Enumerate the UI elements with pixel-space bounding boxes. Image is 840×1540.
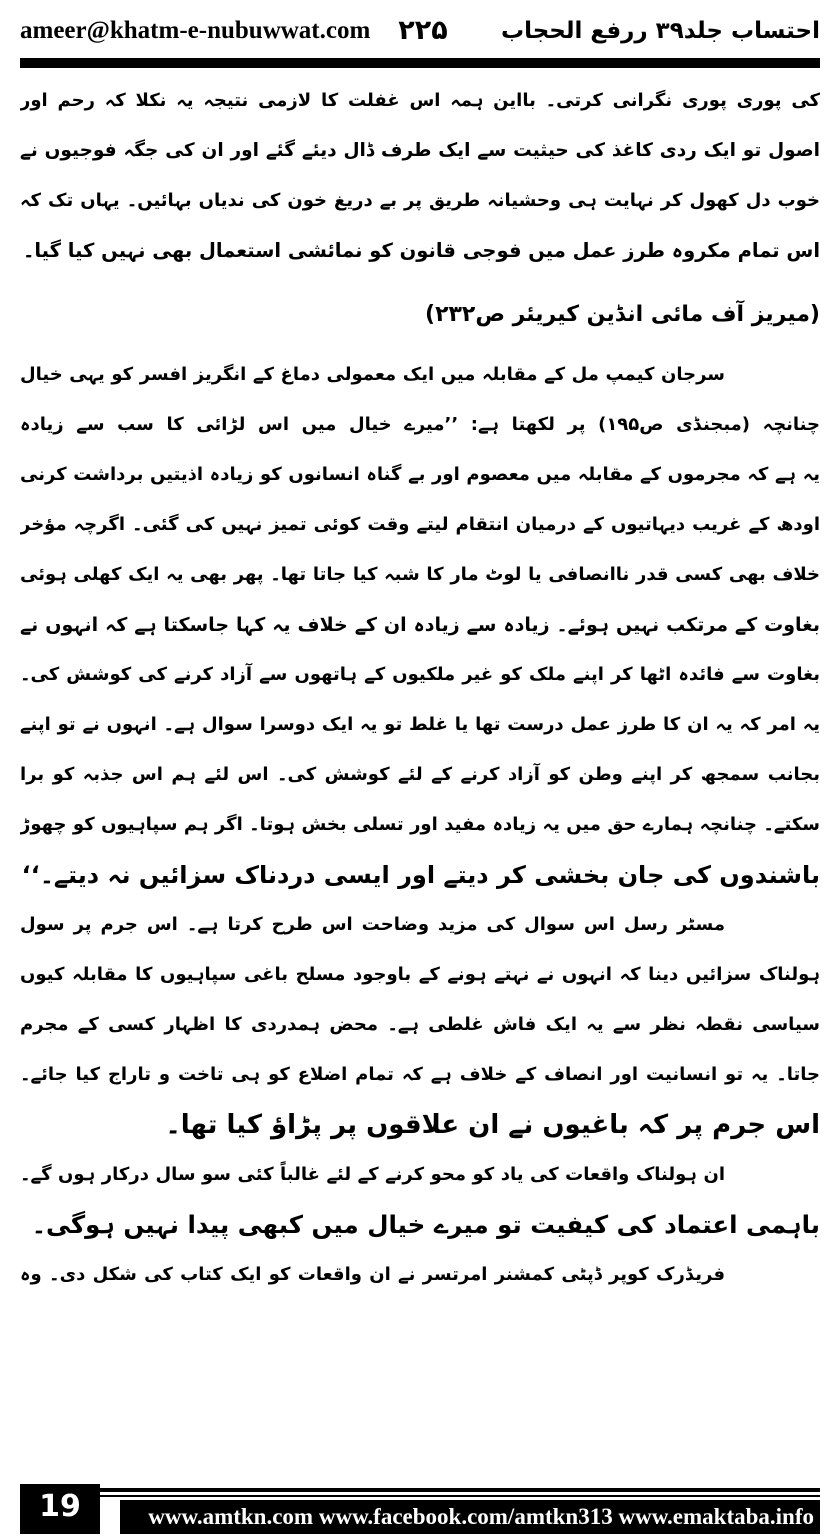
text-line: ان ہولناک واقعات کی یاد کو محو کرنے کے لئے غالباً کئی سو سال درکار ہوں گے۔ xyxy=(20,1164,725,1185)
text-line: اس جرم پر کہ باغیوں نے ان علاقوں پر پڑاؤ کیا تھا۔ xyxy=(165,1110,820,1140)
sheet-number: 19 xyxy=(20,1484,100,1534)
text-line: خلاف بھی کسی قدر ناانصافی یا لوٹ مار کا شبہ کیا جاتا تھا۔ پھر بھی یہ ایک کھلی ہوئی xyxy=(20,564,820,585)
text-line: یہ ہے کہ مجرموں کے مقابلہ میں معصوم اور بے گناہ انسانوں کو زیادہ اذیتیں برداشت کرنی xyxy=(20,464,820,485)
page-body xyxy=(20,76,820,1300)
text-line: بغاوت کے مرتکب نہیں ہوئے۔ زیادہ سے زیادہ ان کے خلاف یہ کہا جاسکتا ہے کہ انہوں نے xyxy=(20,614,820,636)
page-footer xyxy=(20,1484,820,1534)
text-line: مسٹر رسل اس سوال کی مزید وضاحت اس طرح کرتا ہے۔ اس جرم پر سول xyxy=(20,914,725,935)
paragraph xyxy=(20,76,820,276)
text-line: اودھ کے غریب دیہاتیوں کے درمیان انتقام لیتے وقت کوئی تمیز نہیں کی گئی۔ اگرچہ مؤخر xyxy=(20,514,820,535)
page-number: ۲۲۵ xyxy=(398,15,448,46)
text-line: بغاوت سے فائدہ اٹھا کر اپنے ملک کو غیر ملکیوں کے ہاتھوں سے آزاد کرنے کی کوشش کی۔ xyxy=(20,664,820,685)
text-line: ہولناک سزائیں دینا کہ انہوں نے نہتے ہونے کے باوجود مسلح باغی سپاہیوں کا مقابلہ کیوں xyxy=(20,964,820,985)
book-title: احتساب جلد۳۹ ررفع الحجاب xyxy=(500,17,820,44)
text-line: بجانب سمجھ کر اپنے وطن کو آزاد کرنے کے لئے کوشش کی۔ اس لئے ہم اس جذبہ کو برا xyxy=(20,764,820,785)
citation: (میریز آف مائی انڈین کیریئر ص۲۳۲) xyxy=(425,302,820,327)
text-line: باہمی اعتماد کی کیفیت تو میرے خیال میں کبھی پیدا نہیں ہوگی۔ xyxy=(31,1210,820,1239)
text-line: فریڈرک کوپر ڈپٹی کمشنر امرتسر نے ان واقعات کو ایک کتاب کی شکل دی۔ وہ xyxy=(20,1264,725,1285)
text-line: سکتے۔ چنانچہ ہمارے حق میں یہ زیادہ مفید اور تسلی بخش ہوتا۔ اگر ہم سپاہیوں کو چھوڑ xyxy=(20,814,820,835)
footer-rule xyxy=(100,1488,820,1492)
paragraph xyxy=(20,1150,820,1250)
text-line: خوب دل کھول کر نہایت ہی وحشیانہ طریق پر بے دریغ خون کی ندیاں بہائیں۔ یہاں تک کہ xyxy=(20,190,820,211)
text-line: یہ امر کہ یہ ان کا طرز عمل درست تھا یا غلط تو یہ ایک دوسرا سوال ہے۔ انہوں نے تو اپنے xyxy=(20,714,820,735)
text-line: سیاسی نقطہ نظر سے یہ ایک فاش غلطی ہے۔ محض ہمدردی کا اظہار کسی کے مجرم xyxy=(20,1014,820,1035)
text-line: کی پوری پوری نگرانی کرتی۔ بااین ہمہ اس غفلت کا لازمی نتیجہ یہ نکلا کہ رحم اور xyxy=(20,90,820,111)
paragraph xyxy=(20,900,820,1150)
text-line: چنانچہ (مبجنڈی ص۱۹۵) پر لکھتا ہے: ’’میرے خیال میں اس لڑائی کا سب سے زیادہ xyxy=(20,414,820,435)
text-line: اصول تو ایک ردی کاغذ کی حیثیت سے ایک طرف ڈال دیئے گئے اور ان کی جگہ فوجیوں نے xyxy=(20,140,820,161)
text-line: جاتا۔ یہ تو انسانیت اور انصاف کے خلاف ہے کہ تمام اضلاع کو ہی تاخت و تاراج کیا جائے۔ xyxy=(20,1064,820,1085)
text-line: اس تمام مکروہ طرز عمل میں فوجی قانون کو نمائشی استعمال بھی نہیں کیا گیا۔ xyxy=(22,239,820,262)
page-header xyxy=(20,8,820,53)
footer-urls: www.amtkn.com www.facebook.com/amtkn313 www.emaktaba.info xyxy=(120,1500,820,1534)
footer-rule xyxy=(100,1495,820,1497)
paragraph xyxy=(20,1250,820,1300)
text-line: باشندوں کی جان بخشی کر دیتے اور ایسی دردناک سزائیں نہ دیتے۔‘‘ xyxy=(21,861,820,889)
text-line: سرجان کیمپ مل کے مقابلہ میں ایک معمولی دماغ کے انگریز افسر کو یہی خیال xyxy=(20,364,725,385)
header-rule xyxy=(20,58,820,68)
paragraph xyxy=(20,350,820,900)
header-email: ameer@khatm-e-nubuwwat.com xyxy=(20,16,371,44)
